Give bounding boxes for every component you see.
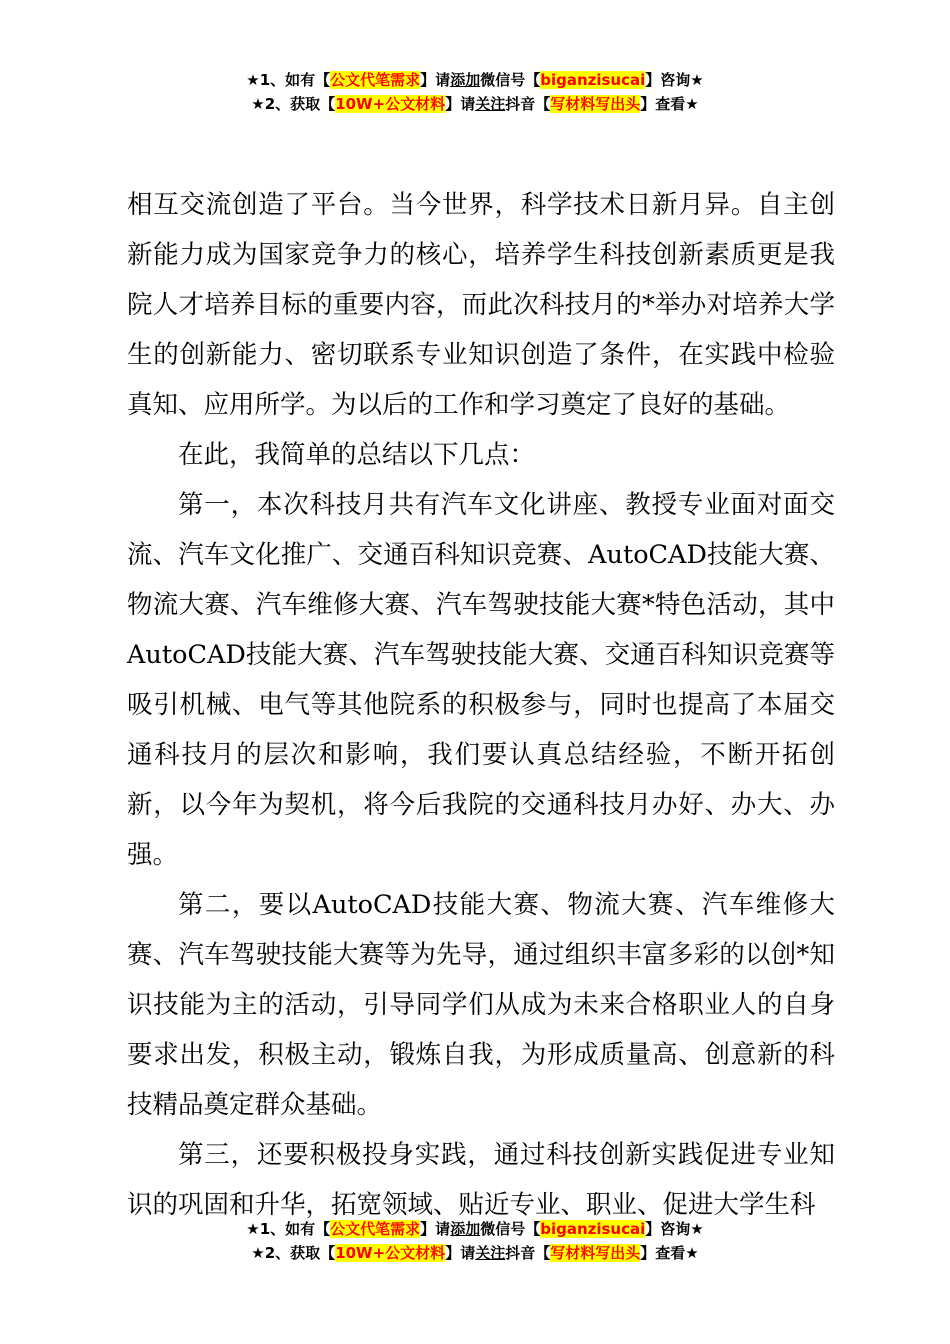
highlight-wechat-id: biganzisucai — [540, 1220, 646, 1238]
banner-line-2: ★2、获取【10W+公文材料】请关注抖音【写材料写出头】查看★ — [251, 1244, 699, 1262]
banner-line-2: ★2、获取【10W+公文材料】请关注抖音【写材料写出头】查看★ — [251, 95, 699, 113]
highlight-materials: 10W+公文材料 — [335, 95, 446, 113]
paragraph-point-two: 第二，要以AutoCAD技能大赛、物流大赛、汽车维修大赛、汽车驾驶技能大赛等为先导，通过组织丰富多彩的以创*知识技能为主的活动，引导同学们从成为未来合格职业人的自身要求出发，积极主动，锻炼自我，为形成质量高、创意新的科技精品奠定群众基础。 — [127, 890, 835, 1120]
highlight-ghostwriting: 公文代笔需求 — [330, 71, 421, 89]
highlight-wechat-id: biganzisucai — [540, 71, 646, 89]
document-body — [127, 180, 835, 1230]
highlight-douyin-account: 写材料写出头 — [550, 1244, 641, 1262]
highlight-douyin-account: 写材料写出头 — [550, 95, 641, 113]
header-banner — [0, 68, 950, 116]
banner-line-1: ★1、如有【公文代笔需求】请添加微信号【biganzisucai】咨询★ — [246, 1220, 704, 1238]
footer-banner — [0, 1217, 950, 1265]
highlight-materials: 10W+公文材料 — [335, 1244, 446, 1262]
paragraph-intro-continued: 相互交流创造了平台。当今世界，科学技术日新月异。自主创新能力成为国家竞争力的核心，培养学生科技创新素质更是我院人才培养目标的重要内容，而此次科技月的*举办对培养大学生的创新能力、密切联系专业知识创造了条件，在实践中检验真知、应用所学。为以后的工作和学习奠定了良好的基础。 — [127, 190, 835, 420]
banner-line-1: ★1、如有【公文代笔需求】请添加微信号【biganzisucai】咨询★ — [246, 71, 704, 89]
paragraph-point-one: 第一，本次科技月共有汽车文化讲座、教授专业面对面交流、汽车文化推广、交通百科知识竞赛、AutoCAD技能大赛、物流大赛、汽车维修大赛、汽车驾驶技能大赛*特色活动，其中AutoCAD技能大赛、汽车驾驶技能大赛、交通百科知识竞赛等吸引机械、电气等其他院系的积极参与，同时也提高了本届交通科技月的层次和影响，我们要认真总结经验，不断开拓创新，以今年为契机，将今后我院的交通科技月办好、办大、办强。 — [127, 490, 835, 870]
paragraph-summary-lead: 在此，我简单的总结以下几点： — [178, 440, 536, 470]
highlight-ghostwriting: 公文代笔需求 — [330, 1220, 421, 1238]
paragraph-point-three: 第三，还要积极投身实践，通过科技创新实践促进专业知识的巩固和升华，拓宽领域、贴近专业、职业、促进大学生科 — [127, 1140, 835, 1220]
